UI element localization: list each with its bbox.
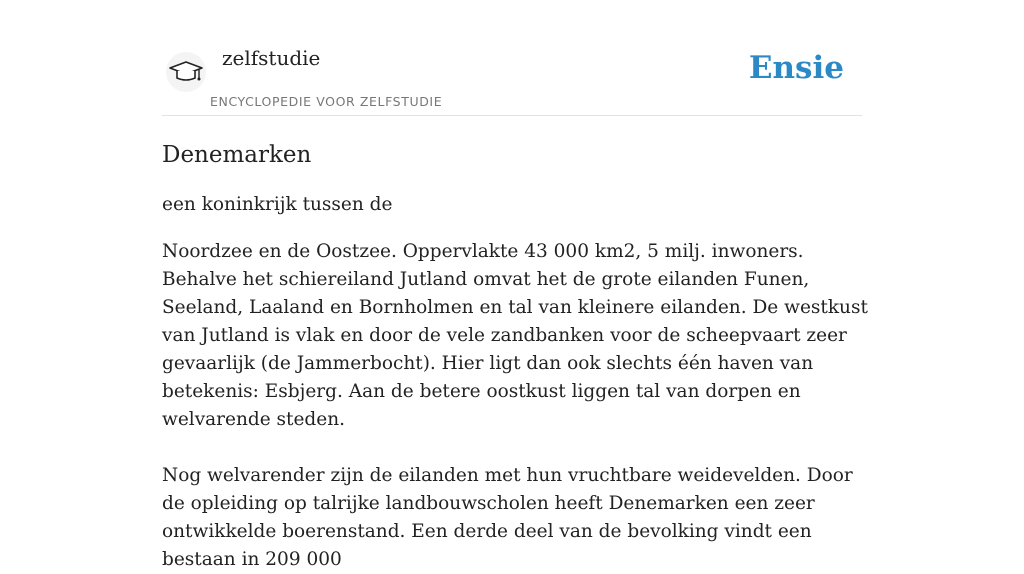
site-header xyxy=(162,40,862,116)
site-name-link[interactable]: zelfstudie xyxy=(222,46,321,70)
article-intro: een koninkrijk tussen de xyxy=(162,194,393,215)
site-tagline: ENCYCLOPEDIE VOOR ZELFSTUDIE xyxy=(210,94,443,109)
article-title: Denemarken xyxy=(162,142,312,168)
article-paragraph: Noordzee en de Oostzee. Oppervlakte 43 000 km2, 5 milj. inwoners. Behalve het schiereiland Jutland omvat het de grote eilanden Funen, Seeland, Laaland en Bornholmen en tal van kleinere eilanden. De westkust van Jutland is vlak en door de vele zandbanken voor de scheepvaart zeer gevaarlijk (de Jammerbocht). Hier ligt dan ook slechts één haven van betekenis: Esbjerg. Aan de betere oostkust liggen tal van dorpen en welvarende steden. xyxy=(162,241,868,430)
article xyxy=(162,140,872,574)
graduation-cap-icon[interactable] xyxy=(166,52,206,92)
ensie-brand-logo[interactable]: Ensie xyxy=(748,50,844,86)
article-paragraph: Nog welvarender zijn de eilanden met hun vruchtbare weidevelden. Door de opleiding op talrijke landbouwscholen heeft Denemarken een zeer ontwikkelde boerenstand. Een derde deel van de bevolking vindt een bestaan in 209 000 xyxy=(162,465,853,570)
